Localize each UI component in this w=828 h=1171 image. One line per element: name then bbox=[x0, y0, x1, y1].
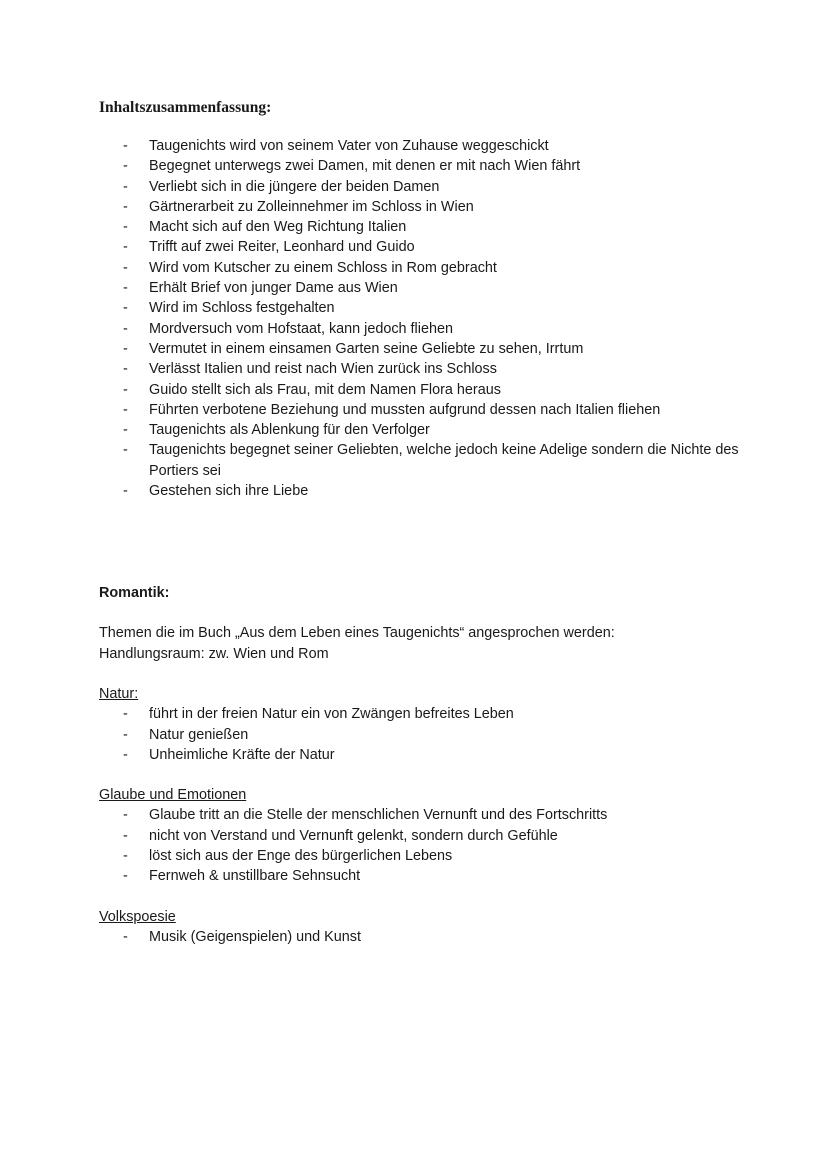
list-item: - Gestehen sich ihre Liebe bbox=[99, 481, 739, 501]
list-item: - Macht sich auf den Weg Richtung Italien bbox=[99, 217, 739, 237]
bullet-dash: - bbox=[123, 381, 128, 398]
glaube-list bbox=[99, 805, 739, 886]
bullet-dash: - bbox=[123, 361, 128, 378]
list-item: - Begegnet unterwegs zwei Damen, mit denen er mit nach Wien fährt bbox=[99, 156, 739, 176]
bullet-dash: - bbox=[123, 827, 128, 844]
romantik-intro-line1: Themen die im Buch „Aus dem Leben eines Taugenichts“ angesprochen werden: bbox=[99, 625, 615, 642]
list-item: - Vermutet in einem einsamen Garten seine Geliebte zu sehen, Irrtum bbox=[99, 339, 739, 359]
list-item: - Mordversuch vom Hofstaat, kann jedoch fliehen bbox=[99, 319, 739, 339]
bullet-dash: - bbox=[123, 138, 128, 154]
list-item: - führt in der freien Natur ein von Zwängen befreites Leben bbox=[99, 704, 739, 724]
bullet-dash: - bbox=[123, 706, 128, 723]
list-item: - Trifft auf zwei Reiter, Leonhard und Guido bbox=[99, 237, 739, 257]
volkspoesie-list bbox=[99, 927, 739, 947]
romantik-intro-line2: Handlungsraum: zw. Wien und Rom bbox=[99, 645, 329, 662]
bullet-dash: - bbox=[123, 928, 128, 945]
list-item: - löst sich aus der Enge des bürgerlichen Lebens bbox=[99, 846, 739, 866]
bullet-dash: - bbox=[123, 401, 128, 418]
volkspoesie-subheading: Volkspoesie bbox=[99, 908, 176, 925]
section-gap bbox=[99, 887, 739, 907]
natur-list bbox=[99, 704, 739, 765]
bullet-dash: - bbox=[123, 178, 128, 195]
section-gap bbox=[99, 765, 739, 785]
romantik-heading: Romantik: bbox=[99, 585, 170, 602]
bullet-dash: - bbox=[123, 422, 128, 439]
list-item: - nicht von Verstand und Vernunft gelenkt, sondern durch Gefühle bbox=[99, 826, 739, 846]
list-item: - Wird vom Kutscher zu einem Schloss in Rom gebracht bbox=[99, 258, 739, 278]
bullet-dash: - bbox=[123, 198, 128, 215]
list-item: - Führten verbotene Beziehung und mussten aufgrund dessen nach Italien fliehen bbox=[99, 400, 739, 420]
list-item: - Musik (Geigenspielen) und Kunst bbox=[99, 927, 739, 947]
list-item: - Erhält Brief von junger Dame aus Wien bbox=[99, 278, 739, 298]
section-gap bbox=[99, 603, 739, 623]
bullet-dash: - bbox=[123, 158, 128, 175]
bullet-dash: - bbox=[123, 239, 128, 256]
bullet-dash: - bbox=[123, 219, 128, 236]
bullet-dash: - bbox=[123, 483, 128, 500]
list-item: - Unheimliche Kräfte der Natur bbox=[99, 745, 739, 765]
list-item: - Verliebt sich in die jüngere der beiden Damen bbox=[99, 177, 739, 197]
list-item: - Taugenichts als Ablenkung für den Verfolger bbox=[99, 420, 739, 440]
bullet-dash: - bbox=[123, 746, 128, 763]
bullet-dash: - bbox=[123, 726, 128, 743]
section-gap bbox=[99, 664, 739, 684]
bullet-dash: - bbox=[123, 868, 128, 885]
glaube-subheading: Glaube und Emotionen bbox=[99, 787, 247, 804]
list-item: - Guido stellt sich als Frau, mit dem Namen Flora heraus bbox=[99, 380, 739, 400]
bullet-dash: - bbox=[123, 259, 128, 276]
bullet-dash: - bbox=[123, 848, 128, 865]
list-item: - Taugenichts begegnet seiner Geliebten, welche jedoch keine Adelige sondern die Nichte des Portiers sei bbox=[123, 442, 739, 479]
list-item: - Glaube tritt an die Stelle der menschlichen Vernunft und des Fortschritts bbox=[99, 805, 739, 825]
list-item: - Verlässt Italien und reist nach Wien zurück ins Schloss bbox=[99, 359, 739, 379]
list-item: - Fernweh & unstillbare Sehnsucht bbox=[99, 866, 739, 886]
list-item: - Gärtnerarbeit zu Zolleinnehmer im Schloss in Wien bbox=[99, 197, 739, 217]
natur-subheading: Natur: bbox=[99, 685, 139, 702]
bullet-dash: - bbox=[123, 320, 128, 337]
bullet-dash: - bbox=[123, 340, 128, 357]
summary-heading: Inhaltszusammenfassung: bbox=[99, 99, 272, 116]
bullet-dash: - bbox=[123, 280, 128, 297]
bullet-dash: - bbox=[123, 807, 128, 824]
list-item: - Taugenichts wird von seinem Vater von Zuhause weggeschickt bbox=[99, 136, 739, 156]
document-content bbox=[99, 98, 739, 947]
summary-list bbox=[99, 136, 739, 501]
list-item: - Wird im Schloss festgehalten bbox=[99, 298, 739, 318]
bullet-dash: - bbox=[123, 442, 128, 459]
list-item: - Natur genießen bbox=[99, 725, 739, 745]
section-gap bbox=[99, 501, 739, 583]
bullet-dash: - bbox=[123, 300, 128, 317]
